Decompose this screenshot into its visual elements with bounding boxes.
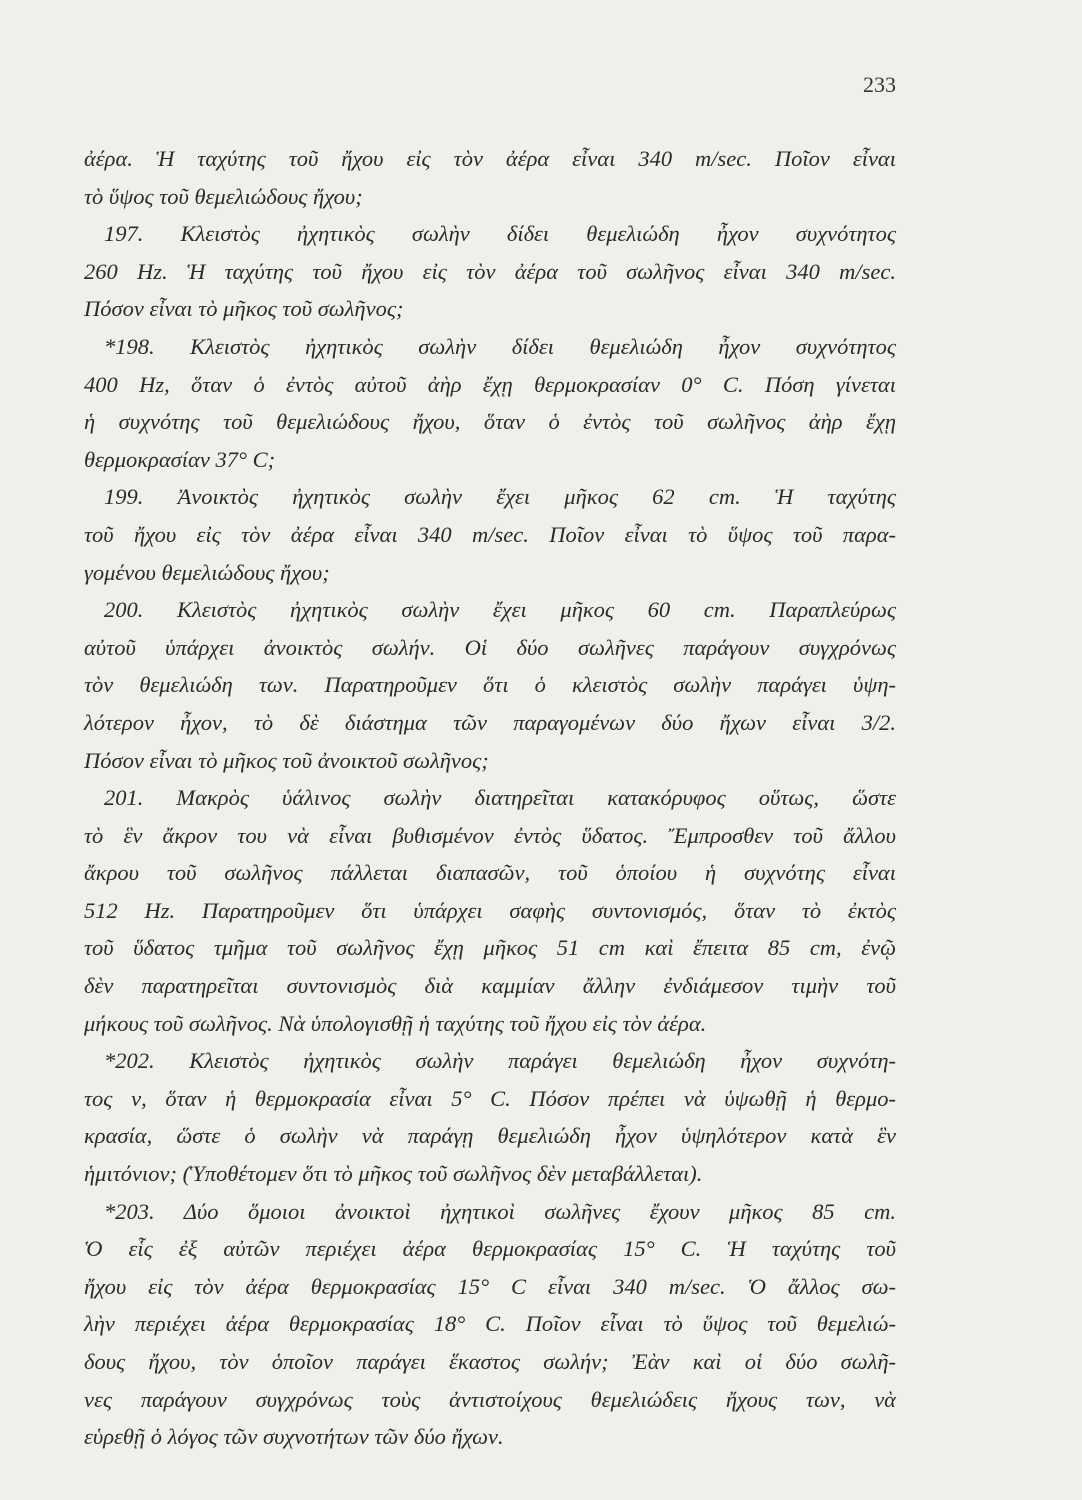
- problem-text-block: [84, 140, 896, 1456]
- text-line: δὲν παρατηρεῖται συντονισμὸς διὰ καμμίαν ἄλλην ἐνδιάμεσον τιμὴν τοῦ: [84, 973, 896, 999]
- text-line: νες παράγουν συγχρόνως τοὺς ἀντιστοίχους θεμελιώδεις ἤχους των, νὰ: [84, 1386, 896, 1412]
- text-line: γομένου θεμελιώδους ἤχου;: [84, 559, 330, 585]
- problem-first-line: 200. Κλειστὸς ἠχητικὸς σωλὴν ἔχει μῆκος 60 cm. Παραπλεύρως: [104, 597, 896, 623]
- problem-first-line: *202. Κλειστὸς ἠχητικὸς σωλὴν παράγει θεμελιώδη ἦχον συχνότη-: [104, 1048, 896, 1074]
- text-line: τὸ ὕψος τοῦ θεμελιώδους ἤχου;: [84, 183, 363, 209]
- text-line: τοῦ ἤχου εἰς τὸν ἀέρα εἶναι 340 m/sec. Ποῖον εἶναι τὸ ὕψος τοῦ παρα-: [84, 521, 896, 547]
- text-line: λότερον ἦχον, τὸ δὲ διάστημα τῶν παραγομένων δύο ἤχων εἶναι 3/2.: [84, 709, 896, 735]
- problem-first-line: 201. Μακρὸς ὑάλινος σωλὴν διατηρεῖται κατακόρυφος οὕτως, ὥστε: [104, 785, 896, 811]
- text-line: ἀέρα. Ἡ ταχύτης τοῦ ἤχου εἰς τὸν ἀέρα εἶναι 340 m/sec. Ποῖον εἶναι: [84, 146, 896, 171]
- problem-first-line: 197. Κλειστὸς ἠχητικὸς σωλὴν δίδει θεμελιώδη ἦχον συχνότητος: [104, 221, 896, 247]
- text-line: δους ἤχου, τὸν ὁποῖον παράγει ἕκαστος σωλήν; Ἐὰν καὶ οἱ δύο σωλῆ-: [84, 1349, 896, 1374]
- text-line: ἄκρου τοῦ σωλῆνος πάλλεται διαπασῶν, τοῦ ὁποίου ἡ συχνότης εἶναι: [84, 860, 896, 886]
- text-line: λὴν περιέχει ἀέρα θερμοκρασίας 18° C. Ποῖον εἶναι τὸ ὕψος τοῦ θεμελιώ-: [84, 1311, 896, 1337]
- text-line: τοῦ ὕδατος τμῆμα τοῦ σωλῆνος ἔχῃ μῆκος 51 cm καὶ ἔπειτα 85 cm, ἐνῷ: [84, 935, 896, 961]
- text-line: τὸν θεμελιώδη των. Παρατηροῦμεν ὅτι ὁ κλειστὸς σωλὴν παράγει ὑψη-: [84, 672, 896, 698]
- text-line: ἤχου εἰς τὸν ἀέρα θερμοκρασίας 15° C εἶναι 340 m/sec. Ὁ ἄλλος σω-: [84, 1273, 896, 1299]
- problem-first-line: *203. Δύο ὅμοιοι ἀνοικτοὶ ἠχητικοὶ σωλῆνες ἔχουν μῆκος 85 cm.: [104, 1198, 896, 1224]
- page-number: 233: [863, 72, 896, 97]
- text-line: 512 Hz. Παρατηροῦμεν ὅτι ὑπάρχει σαφὴς συντονισμός, ὅταν τὸ ἐκτὸς: [84, 897, 896, 923]
- text-line: θερμοκρασίαν 37° C;: [84, 446, 276, 472]
- text-line: Ὁ εἷς ἐξ αὐτῶν περιέχει ἀέρα θερμοκρασίας 15° C. Ἡ ταχύτης τοῦ: [84, 1236, 896, 1262]
- text-line: ἡμιτόνιον; (Ὑποθέτομεν ὅτι τὸ μῆκος τοῦ σωλῆνος δὲν μεταβάλλεται).: [84, 1161, 703, 1187]
- text-line: Πόσον εἶναι τὸ μῆκος τοῦ ἀνοικτοῦ σωλῆνος;: [84, 747, 489, 773]
- text-line: τὸ ἓν ἄκρον του νὰ εἶναι βυθισμένον ἐντὸς ὕδατος. Ἔμπροσθεν τοῦ ἄλλου: [84, 822, 896, 848]
- problem-first-line: *198. Κλειστὸς ἠχητικὸς σωλὴν δίδει θεμελιώδη ἦχον συχνότητος: [104, 333, 896, 359]
- text-line: 400 Hz, ὅταν ὁ ἐντὸς αὐτοῦ ἀὴρ ἔχῃ θερμοκρασίαν 0° C. Πόση γίνεται: [84, 371, 896, 397]
- text-line: αὐτοῦ ὑπάρχει ἀνοικτὸς σωλήν. Οἱ δύο σωλῆνες παράγουν συγχρόνως: [84, 634, 896, 660]
- text-line: τος ν, ὅταν ἡ θερμοκρασία εἶναι 5° C. Πόσον πρέπει νὰ ὑψωθῇ ἡ θερμο-: [84, 1085, 896, 1111]
- text-line: ἡ συχνότης τοῦ θεμελιώδους ἤχου, ὅταν ὁ ἐντὸς τοῦ σωλῆνος ἀὴρ ἔχῃ: [84, 409, 896, 435]
- problem-first-line: 199. Ἀνοικτὸς ἠχητικὸς σωλὴν ἔχει μῆκος 62 cm. Ἡ ταχύτης: [104, 484, 896, 510]
- text-line: μήκους τοῦ σωλῆνος. Νὰ ὑπολογισθῇ ἡ ταχύτης τοῦ ἤχου εἰς τὸν ἀέρα.: [84, 1010, 707, 1036]
- text-line: Πόσον εἶναι τὸ μῆκος τοῦ σωλῆνος;: [84, 296, 404, 322]
- text-line: 260 Hz. Ἡ ταχύτης τοῦ ἤχου εἰς τὸν ἀέρα τοῦ σωλῆνος εἶναι 340 m/sec.: [84, 258, 896, 284]
- text-line: εὑρεθῇ ὁ λόγος τῶν συχνοτήτων τῶν δύο ἤχων.: [84, 1424, 504, 1450]
- text-line: κρασία, ὥστε ὁ σωλὴν νὰ παράγῃ θεμελιώδη ἦχον ὑψηλότερον κατὰ ἓν: [84, 1123, 896, 1149]
